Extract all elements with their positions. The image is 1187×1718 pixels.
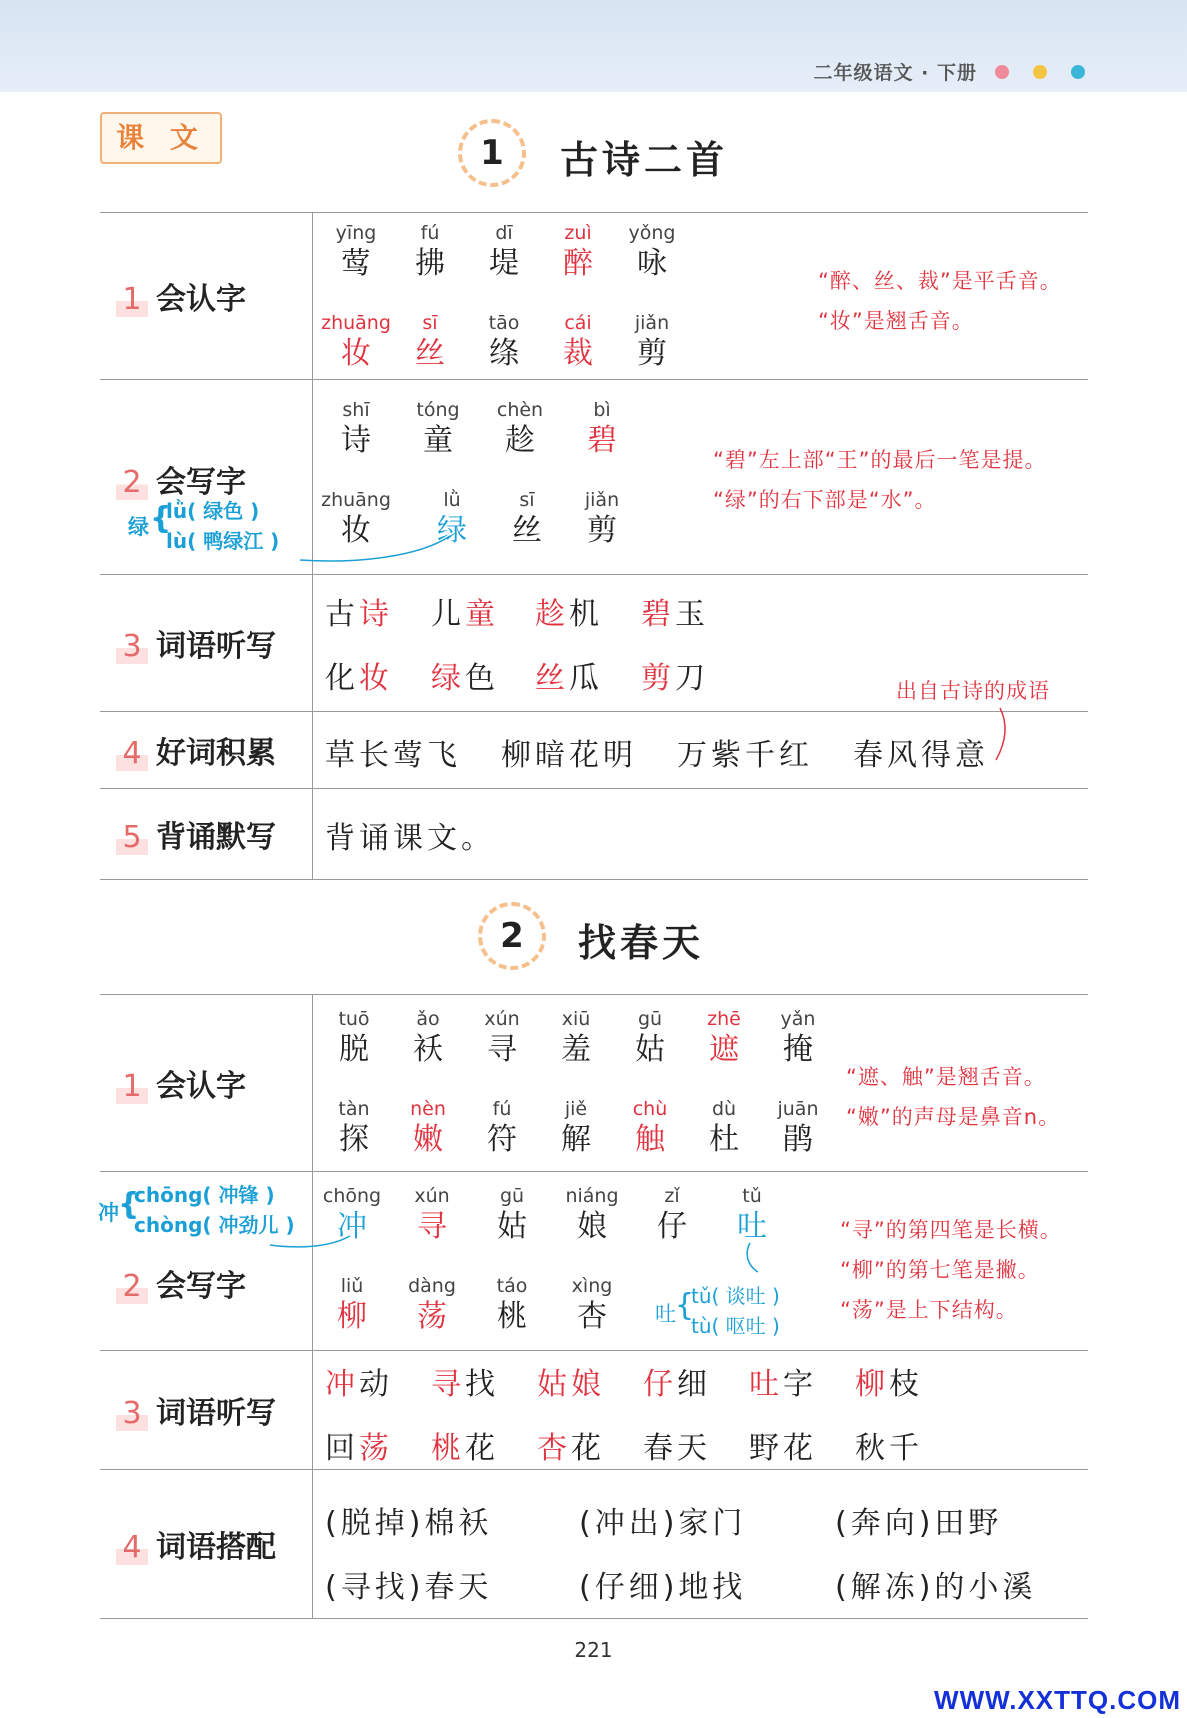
decor-dot-blue <box>1071 65 1085 79</box>
good-words: 草长莺飞 柳暗花明 万紫千红 春风得意 <box>325 738 989 773</box>
word-matching: (脱掉)棉袄 (冲出)家门 (奔向)田野 (寻找)春天 (仔细)地找 (解冻)的小溪 <box>325 1506 1037 1605</box>
polyphone-reading: chōng( 冲锋 ) <box>134 1183 275 1207</box>
table-row <box>100 380 1088 575</box>
idiom-note: 出自古诗的成语 <box>896 679 1050 703</box>
lesson-2-heading <box>0 898 1187 978</box>
table-row <box>100 1172 1088 1351</box>
polyphone-reading: lǜ( 绿色 ) <box>166 499 260 523</box>
watermark-url: WWW.XXTTQ.COM <box>934 1685 1181 1715</box>
decor-dot-yellow <box>1033 65 1047 79</box>
lesson-title: 古诗二首 <box>560 138 729 182</box>
row-label: 1 会认字 <box>100 1061 312 1105</box>
header-band <box>0 0 1187 92</box>
table-row <box>100 575 1088 712</box>
row-label: 2 会写字 冲 { chōng( 冲锋 ) chòng( 冲劲儿 ) <box>100 1261 312 1305</box>
write-chars: chōng 冲 xún 寻 gū 姑 niáng 娘 zǐ 仔 tǔ 吐 liǔ 柳 dàng 荡 táo 桃 xìng 杏 吐 { tǔ( 谈吐 ) tù( 呕吐 ) “寻”的第四笔是长横。 “柳”的第七笔是撇。 “荡”是上下结构。 <box>322 1185 1062 1338</box>
lesson-1-heading <box>0 115 1187 195</box>
note: “荡”是上下结构。 <box>840 1298 1018 1322</box>
note: “柳”的第七笔是撇。 <box>840 1258 1040 1282</box>
table-row <box>100 213 1088 380</box>
lesson-1-table <box>100 212 1088 880</box>
note: “碧”左上部“王”的最后一笔是提。 <box>713 448 1047 472</box>
book-title: 二年级语文 · 下册 <box>813 62 977 84</box>
row-label: 5 背诵默写 <box>100 812 312 856</box>
brace-icon: { <box>675 1288 695 1323</box>
table-row <box>100 1351 1088 1470</box>
section-badge: 课 文 <box>100 112 222 164</box>
lesson-2-table <box>100 994 1088 1619</box>
polyphone-reading: tù( 呕吐 ) <box>691 1314 780 1338</box>
polyphone-reading: chòng( 冲劲儿 ) <box>134 1213 295 1237</box>
note: “醉、丝、裁”是平舌音。 <box>818 269 1062 293</box>
recognize-chars: yīng 莺 fú 拂 dī 堤 zuì 醉 yǒng 咏 zhuāng 妆 sī 丝 tāo 绦 cái 裁 jiǎn 剪 “醉、丝、裁”是平舌音。 “妆”是翘舌音。 <box>321 222 1062 371</box>
lesson-title: 找春天 <box>578 921 705 965</box>
page-number: 221 <box>574 1638 613 1662</box>
brace-icon: { <box>118 1187 140 1222</box>
lesson-number: 1 <box>458 119 526 187</box>
polyphone-reading: tǔ( 谈吐 ) <box>691 1284 780 1308</box>
note: “绿”的右下部是“水”。 <box>713 488 937 512</box>
polyphone-char: 吐 <box>655 1302 676 1326</box>
row-label: 1 会认字 <box>100 274 312 318</box>
decor-dot-pink <box>995 65 1009 79</box>
recognize-chars: tuō 脱 ǎo 袄 xún 寻 xiū 羞 gū 姑 zhē 遮 yǎn 掩 tàn 探 nèn 嫩 fú 符 jiě 解 chù 触 dù 杜 juān 鹃 “遮、触”是翘舌音。 “嫩”的声母是鼻音n。 <box>338 1008 1061 1157</box>
dictation-words: 古诗 儿童 趁机 碧玉 化妆 绿色 丝瓜 剪刀 出自古诗的成语 <box>325 597 1050 703</box>
note: “遮、触”是翘舌音。 <box>846 1065 1046 1089</box>
polyphone-char: 冲 <box>98 1201 119 1225</box>
write-chars: shī 诗 tóng 童 chèn 趁 bì 碧 zhuāng 妆 lǜ 绿 sī 丝 jiǎn 剪 “碧”左上部“王”的最后一笔是提。 “绿”的右下部是“水”。 <box>321 399 1047 548</box>
polyphone-reading: lù( 鸭绿江 ) <box>166 529 280 553</box>
note: “寻”的第四笔是长横。 <box>840 1218 1062 1242</box>
table-row <box>100 789 1088 880</box>
lesson-number: 2 <box>478 902 546 970</box>
row-label: 3 词语听写 <box>100 1388 312 1432</box>
table-row <box>100 1470 1088 1619</box>
brace-icon: { <box>150 501 172 536</box>
polyphone-char: 绿 <box>128 515 149 539</box>
row-label: 2 会写字 绿 { lǜ( 绿色 ) lù( 鸭绿江 ) <box>100 457 312 501</box>
dictation-words: 冲动 寻找 姑娘 仔细 吐字 柳枝 回荡 桃花 杏花 春天 野花 秋千 <box>325 1367 923 1466</box>
row-label: 4 好词积累 <box>100 728 312 772</box>
row-label: 4 词语搭配 <box>100 1522 312 1566</box>
note: “妆”是翘舌音。 <box>818 309 974 333</box>
row-label: 3 词语听写 <box>100 621 312 665</box>
table-row <box>100 995 1088 1172</box>
recite: 背诵课文。 <box>325 821 495 856</box>
note: “嫩”的声母是鼻音n。 <box>846 1105 1061 1129</box>
table-row <box>100 712 1088 789</box>
